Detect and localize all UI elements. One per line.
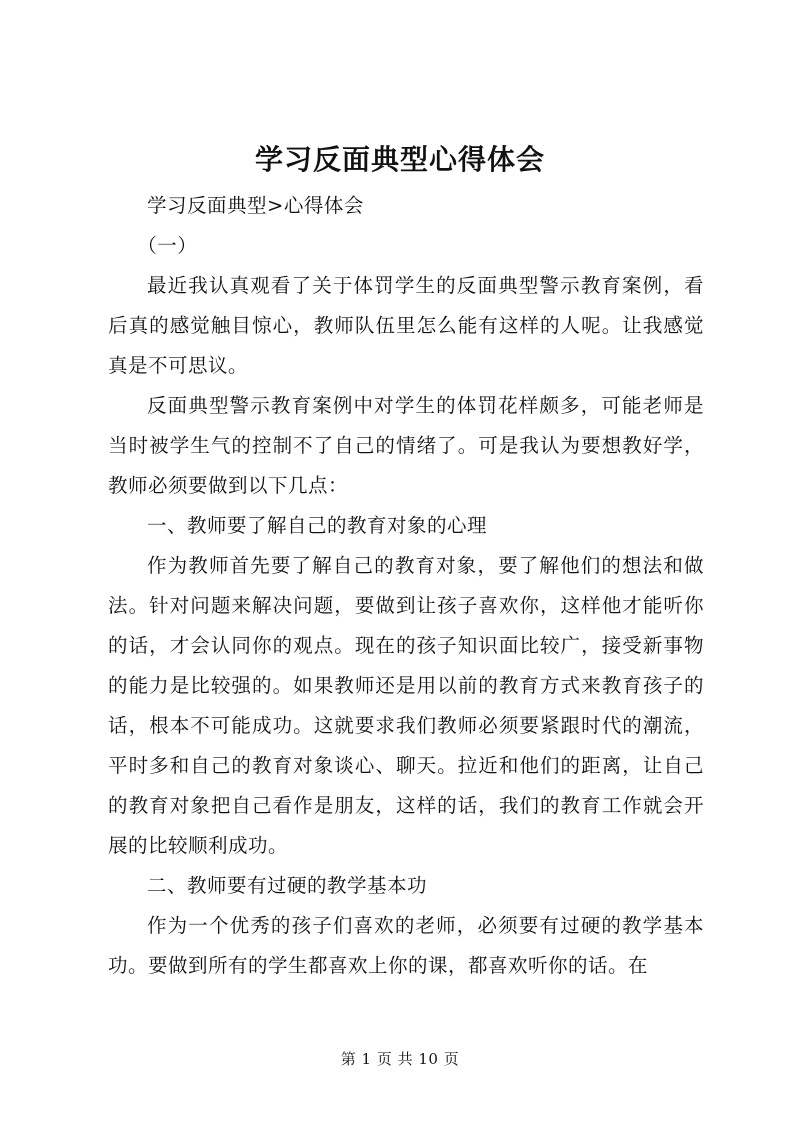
section-marker: （一）: [137, 234, 198, 257]
page-footer: 第 1 页 共 10 页: [340, 1050, 460, 1068]
body-paragraph: 最近我认真观看了关于体罚学生的反面典型警示教育案例，看后真的感觉触目惊心，教师队伍里怎么能有这样的人呢。让我感觉真是不可思议。: [108, 274, 704, 377]
subtitle-paragraph: 学习反面典型>心得体会: [147, 194, 364, 217]
document-body: [108, 186, 704, 986]
body-paragraph: 作为教师首先要了解自己的教育对象，要了解他们的想法和做法。针对问题来解决问题，要做到让孩子喜欢你，这样他才能听你的话，才会认同你的观点。现在的孩子知识面比较广，接受新事物的能力是比较强的。如果教师还是用以前的教育方式来教育孩子的话，根本不可能成功。这就要求我们教师必须要紧跟时代的潮流，平时多和自己的教育对象谈心、聊天。拉近和他们的距离，让自己的教育对象把自己看作是朋友，这样的话，我们的教育工作就会开展的比较顺利成功。: [108, 554, 704, 857]
body-paragraph: 反面典型警示教育案例中对学生的体罚花样颇多，可能老师是当时被学生气的控制不了自己的情绪了。可是我认为要想教好学，教师必须要做到以下几点：: [108, 394, 704, 497]
section-heading: 一、教师要了解自己的教育对象的心理: [147, 514, 488, 537]
document-title: 学习反面典型心得体会: [254, 143, 545, 176]
section-heading: 二、教师要有过硬的教学基本功: [147, 874, 428, 897]
body-paragraph: 作为一个优秀的孩子们喜欢的老师，必须要有过硬的教学基本功。要做到所有的学生都喜欢上你的课，都喜欢听你的话。在: [108, 914, 704, 977]
